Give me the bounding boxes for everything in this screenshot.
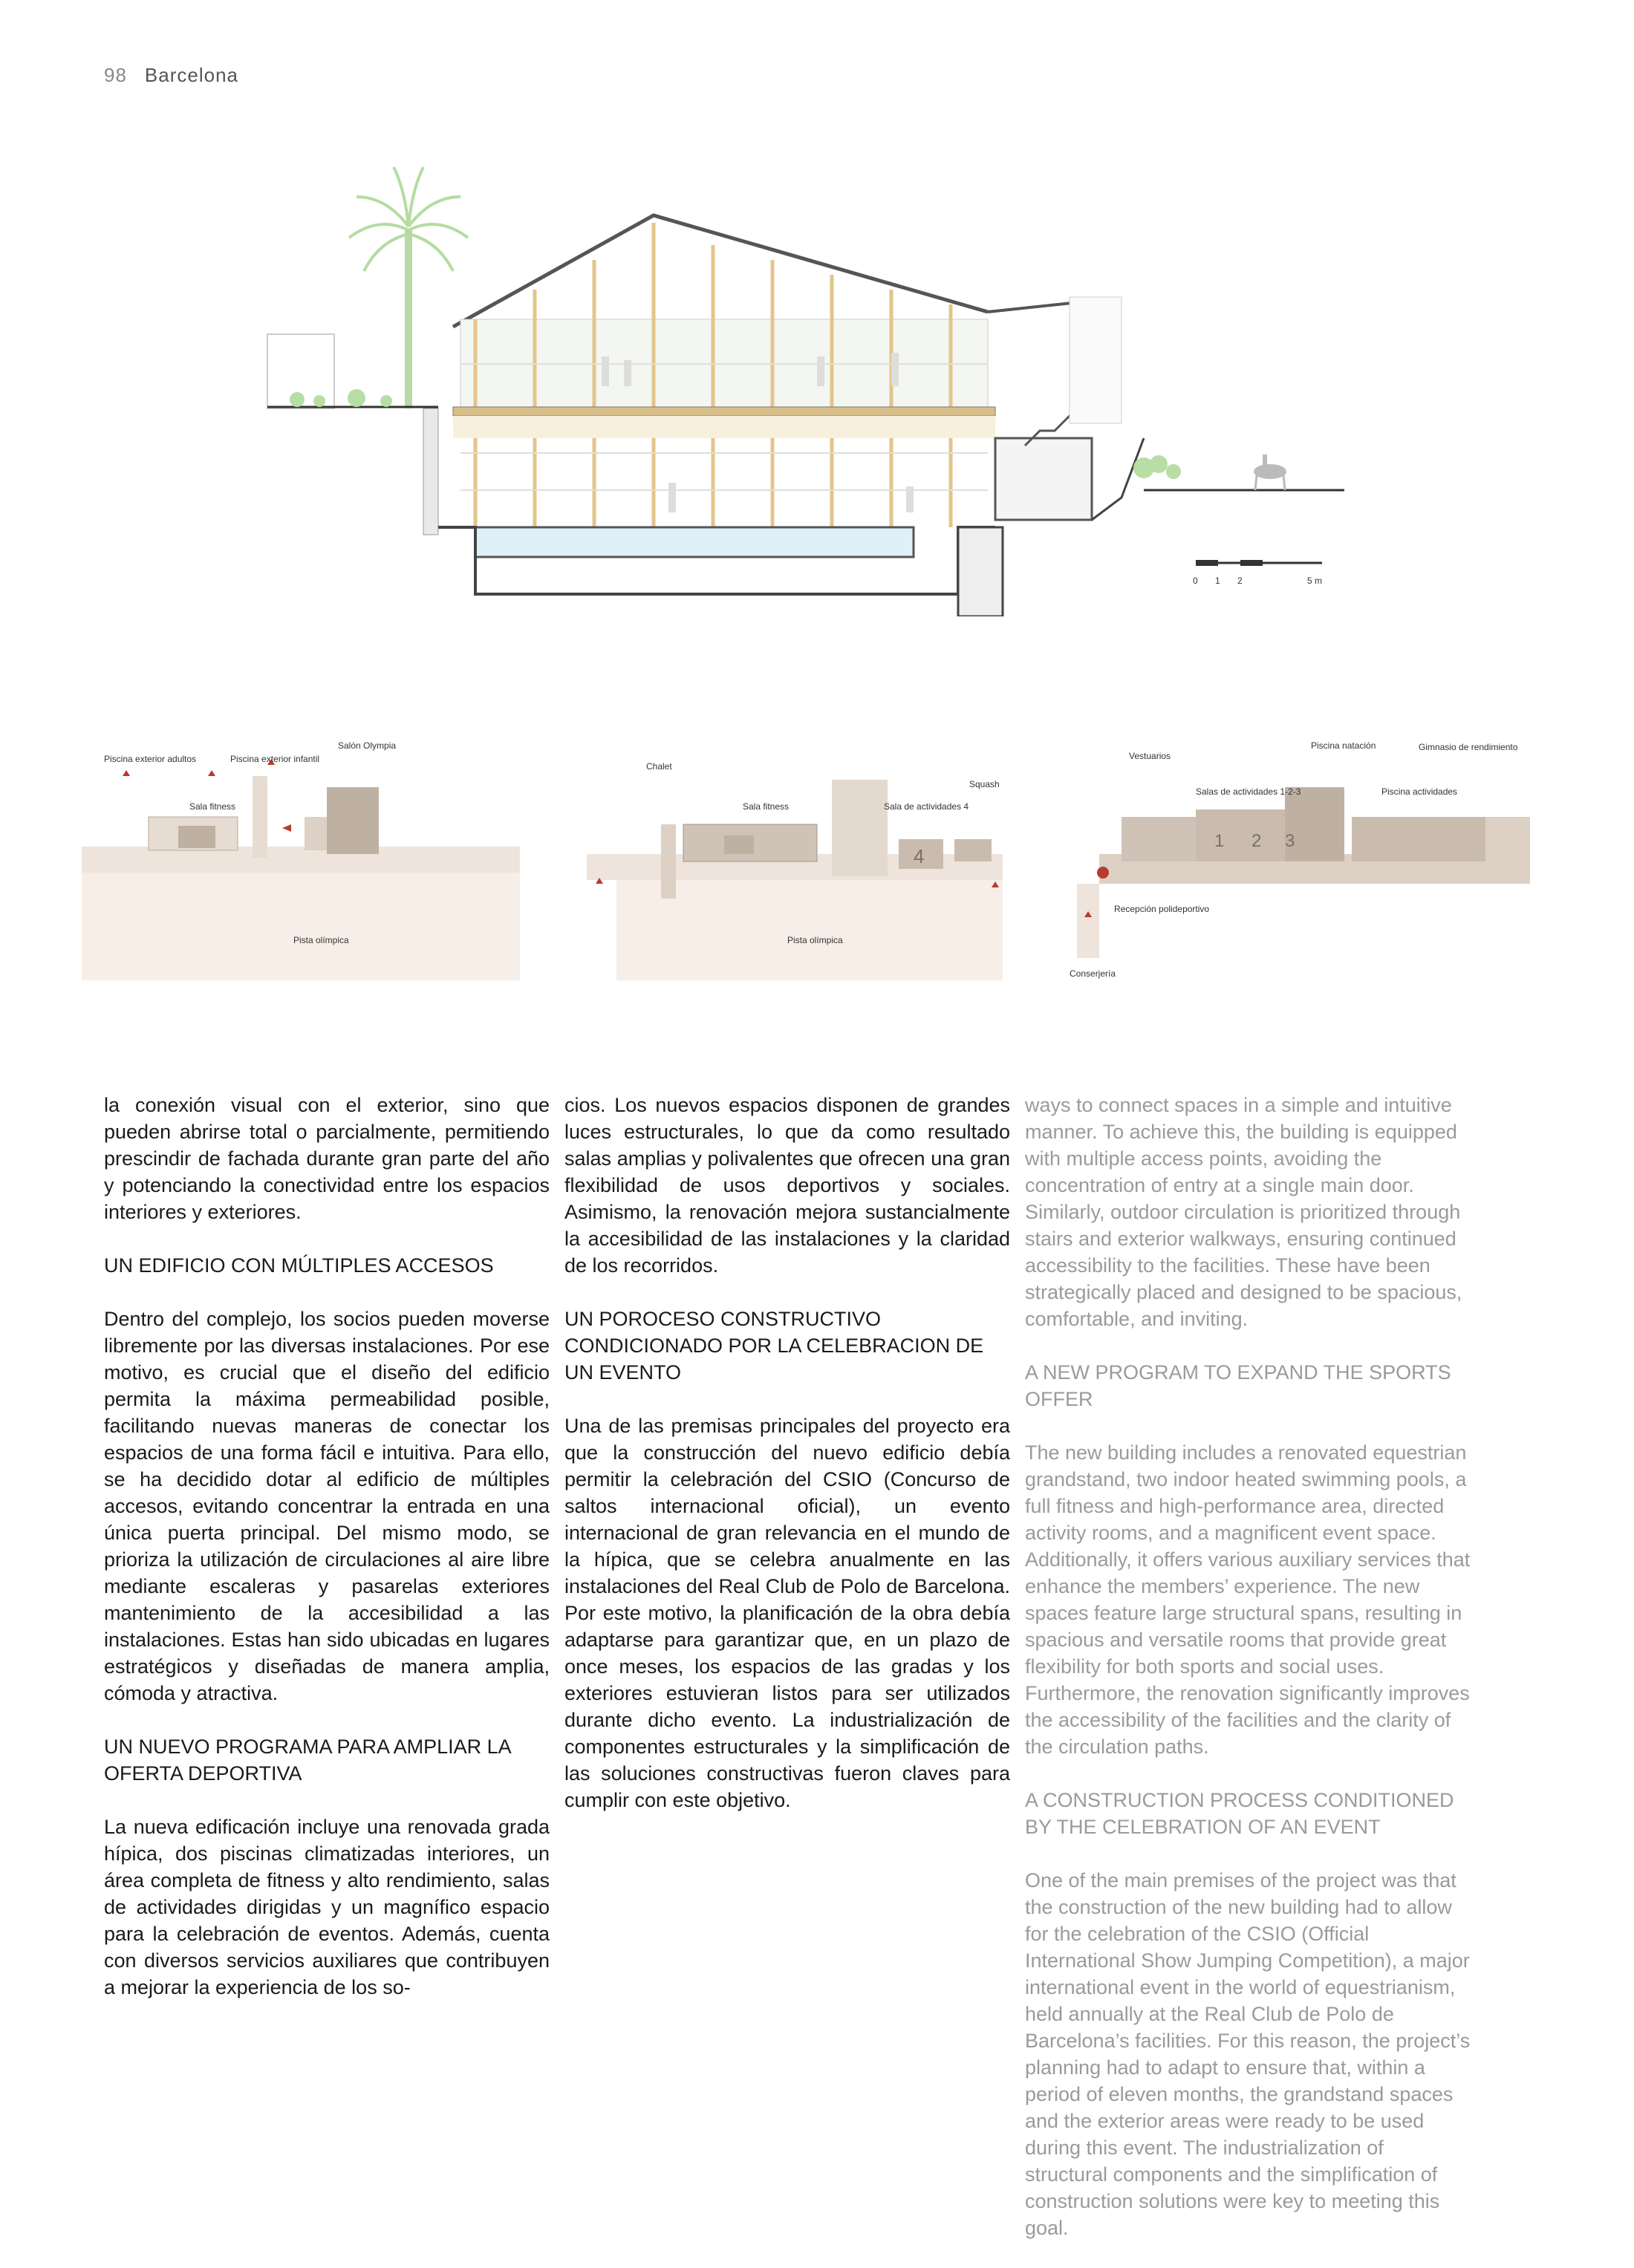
section-heading: UN NUEVO PROGRAMA PARA AMPLIAR LA OFERTA DEPORTIVA <box>104 1736 511 1785</box>
page-header <box>104 64 238 87</box>
plan3-label-concierge: Conserjería <box>1070 968 1116 979</box>
plan1-label-kids-pool: Piscina exterior infantil <box>230 754 320 764</box>
plan3-room-number-3: 3 <box>1285 831 1295 851</box>
paragraph: One of the main premises of the project was that the construction of the new building had to allow for the celebration of the CSIO (Official International Show Jumping Competition), a major international event in the world of equestrianism, held annually at the Real Club de Polo de Barcelona’s facilities. For this reason, the project’s planning had to adapt to ensure that, within a period of eleven months, the grandstand spaces and the exterior areas were ready to be used during this event. The industrialization of structural components and the simplification of construction solutions were key to meeting this goal. <box>1025 1869 1471 2239</box>
horse-rider-icon <box>1254 454 1286 490</box>
scale-label-2: 2 <box>1237 576 1243 586</box>
plan3-room-number-1: 1 <box>1214 831 1225 851</box>
building-section-drawing <box>253 141 1352 616</box>
plan3-label-swimming-pool: Piscina natación <box>1311 740 1376 751</box>
section-heading: A NEW PROGRAM TO EXPAND THE SPORTS OFFER <box>1025 1361 1451 1410</box>
section-title: Barcelona <box>144 64 238 86</box>
plan3-label-reception: Recepción polideportivo <box>1114 904 1210 914</box>
floor-plan-2 <box>587 735 1018 980</box>
plan3-label-locker-rooms: Vestuarios <box>1129 751 1171 761</box>
text-column-english <box>1025 1092 1471 2268</box>
plan3-label-activity-pool: Piscina actividades <box>1381 786 1458 797</box>
page-number: 98 <box>104 64 127 86</box>
plan1-label-fitness: Sala fitness <box>189 801 236 812</box>
section-heading: A CONSTRUCTION PROCESS CONDITIONED BY THE CELEBRATION OF AN EVENT <box>1025 1789 1454 1838</box>
section-heading: UN EDIFICIO CON MÚLTIPLES ACCESOS <box>104 1254 494 1277</box>
plan1-label-olympic-track: Pista olímpica <box>293 935 349 945</box>
plan2-label-olympic-track: Pista olímpica <box>787 935 843 945</box>
section-heading: UN POROCESO CONSTRUCTIVO CONDICIONADO POR LA CELEBRACION DE UN EVENTO <box>564 1308 984 1384</box>
plan2-room-number-4: 4 <box>914 845 925 867</box>
plan2-label-fitness: Sala fitness <box>743 801 790 812</box>
paragraph: la conexión visual con el exterior, sino que pueden abrirse total o parcialmente, permitiendo prescindir de fachada durante gran parte del año y potenciando la conectividad entre los espacios interiores y exteriores. <box>104 1094 550 1223</box>
plan2-label-chalet: Chalet <box>646 761 672 772</box>
plan2-label-activities-4: Sala de actividades 4 <box>884 801 969 812</box>
paragraph: The new building includes a renovated equestrian grandstand, two indoor heated swimming pools, a full fitness and high-performance area, directed activity rooms, and a magnificent event space. Additionally, it offers various auxiliary services that enhance the members’ experience. The new spaces feature large structural spans, resulting in spacious and versatile rooms that provide great flexibility for both sports and social uses. Furthermore, the renovation significantly improves the accessibility of the facilities and the clarity of the circulation paths. <box>1025 1441 1471 1758</box>
scale-bar <box>1196 560 1322 566</box>
paragraph: La nueva edificación incluye una renovada grada hípica, dos piscinas climatizadas interiores, un área completa de fitness y alto rendimiento, salas de actividades dirigidas y un magnífico espacio para la celebración de eventos. Además, cuenta con diversos servicios auxiliares que contribuyen a mejorar la experiencia de los so- <box>104 1816 550 1998</box>
plan1-label-salon-olympia: Salón Olympia <box>338 740 397 751</box>
text-column-spanish-2 <box>564 1092 1010 1840</box>
scale-label-1: 1 <box>1215 576 1220 586</box>
plan1-label-adults-pool: Piscina exterior adultos <box>104 754 197 764</box>
scale-label-5m: 5 m <box>1307 576 1323 586</box>
plan2-label-squash: Squash <box>969 779 1000 789</box>
paragraph: ways to connect spaces in a simple and intuitive manner. To achieve this, the building is equipped with multiple access points, avoiding the concentration of entry at a single main door. Similarly, outdoor circulation is prioritized through stairs and exterior walkways, ensuring continued accessibility to the facilities. These have been strategically placed and designed to be spacious, comfortable, and inviting. <box>1025 1094 1462 1330</box>
paragraph: Una de las premisas principales del proyecto era que la construcción del nuevo edificio debía permitir la celebración del CSIO (Concurso de saltos internacional oficial), un evento internacional de gran relevancia en el mundo de la hípica, que se celebra anualmente en las instalaciones del Real Club de Polo de Barcelona. Por este motivo, la planificación de la obra debía adaptarse para garantizar que, en un plazo de once meses, los espacios de las gradas y los exteriores estuvieran listos para ser utilizados durante dicho evento. La industrialización de componentes estructurales y la simplificación de las soluciones constructivas fueron claves para cumplir con este objetivo. <box>564 1415 1010 1811</box>
plan3-label-performance-gym: Gimnasio de rendimiento <box>1419 742 1518 752</box>
text-column-spanish-1 <box>104 1092 550 2027</box>
plan3-room-number-2: 2 <box>1251 831 1262 851</box>
floor-plan-1 <box>82 735 527 980</box>
scale-label-0: 0 <box>1193 576 1198 586</box>
floor-plan-3 <box>1070 728 1537 1010</box>
plan3-label-activities-123: Salas de actividades 1-2-3 <box>1196 786 1301 797</box>
paragraph: Dentro del complejo, los socios pueden moverse libremente por las diversas instalaciones. Por ese motivo, es crucial que el diseño del edificio permita la máxima permeabilidad posible, facilitando nuevas maneras de conectar los espacios de una forma fácil e intuitiva. Para ello, se ha decidido dotar al edificio de múltiples accesos, evitando concentrar la entrada en una única puerta principal. Del mismo modo, se prioriza la utilización de circulaciones al aire libre mediante escaleras y pasarelas exteriores mantenimiento de la accesibilidad a las instalaciones. Estas han sido ubicadas en lugares estratégicos y diseñadas de manera amplia, cómoda y atractiva. <box>104 1308 550 1704</box>
palm-tree-icon <box>349 167 468 408</box>
paragraph: cios. Los nuevos espacios disponen de grandes luces estructurales, lo que da como resultado salas amplias y polivalentes que ofrecen una gran flexibilidad de usos deportivos y sociales. Asimismo, la renovación mejora sustancialmente la accesibilidad de las instalaciones y la claridad de los recorridos. <box>564 1094 1010 1277</box>
